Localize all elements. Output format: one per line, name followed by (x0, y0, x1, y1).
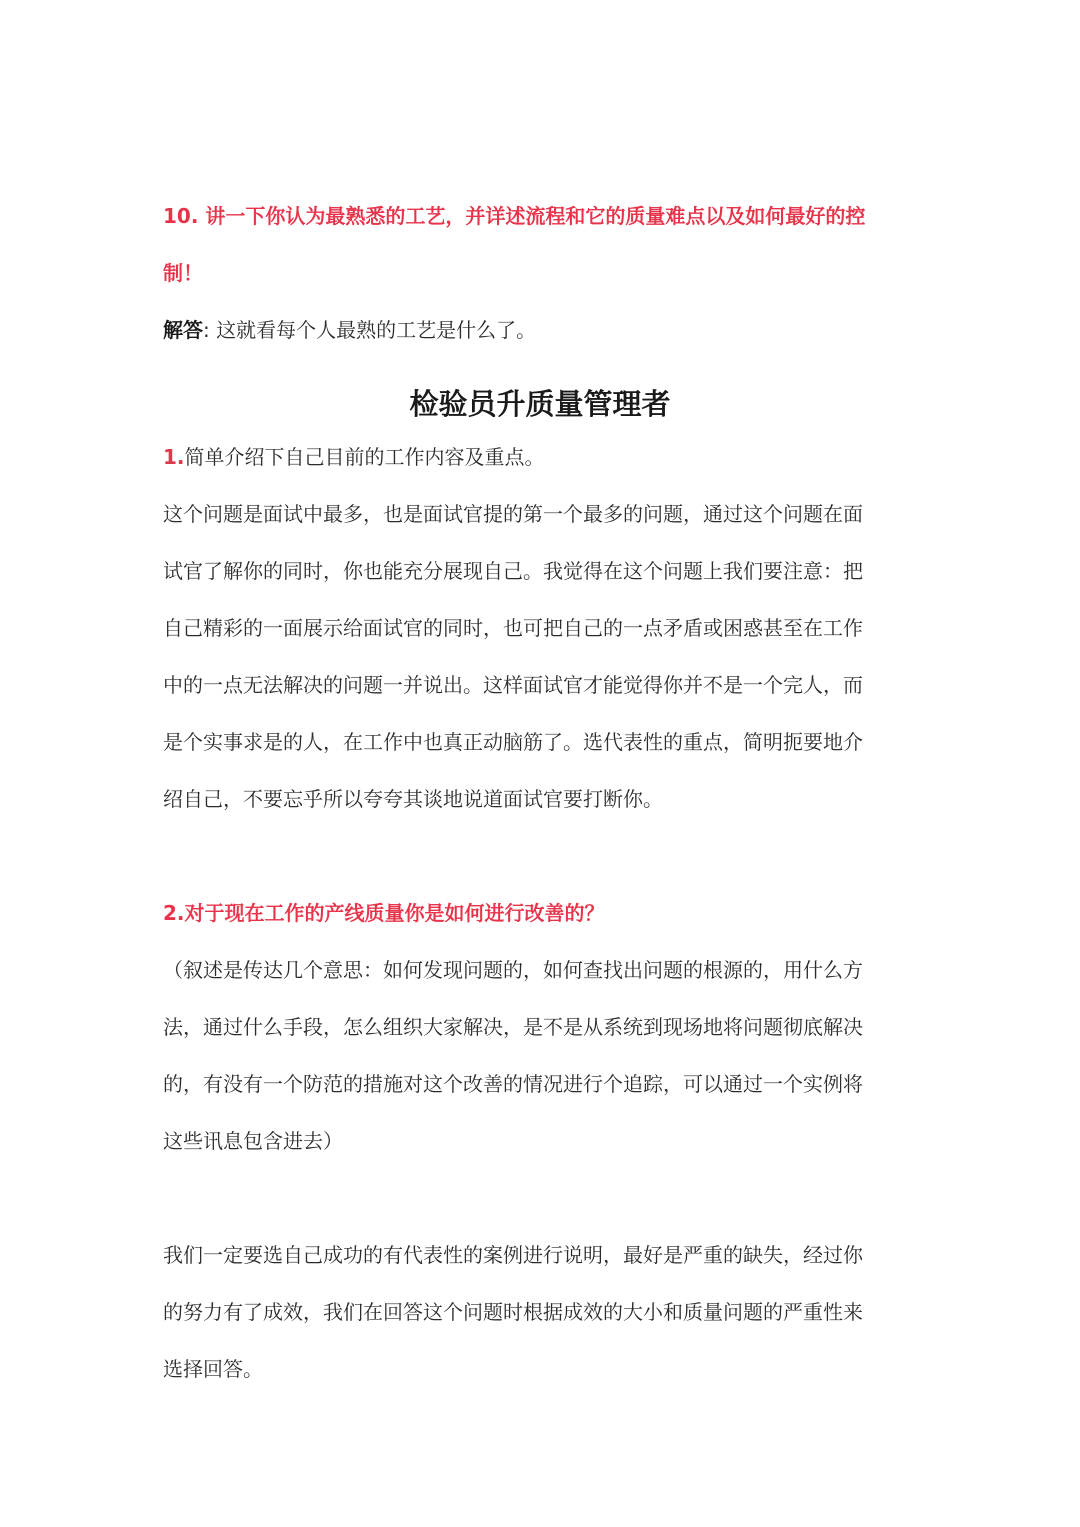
item-2-answer-line: 我们一定要选自己成功的有代表性的案例进行说明，最好是严重的缺失，经过你 (163, 1243, 863, 1267)
item-2-heading: 2.对于现在工作的产线质量你是如何进行改善的？ (163, 901, 605, 925)
item-2-explanation-line: （叙述是传达几个意思：如何发现问题的，如何查找出问题的根源的，用什么方 (163, 958, 863, 982)
item-1-answer-line: 自己精彩的一面展示给面试官的同时，也可把自己的一点矛盾或困惑甚至在工作 (163, 616, 863, 640)
item-1-answer-line: 试官了解你的同时，你也能充分展现自己。我觉得在这个问题上我们要注意：把 (163, 559, 863, 583)
document-page (163, 188, 917, 1398)
item-2-answer-line: 选择回答。 (163, 1357, 263, 1381)
answer-label: 解答 (163, 318, 203, 342)
item-2-answer-line: 的努力有了成效，我们在回答这个问题时根据成效的大小和质量问题的严重性来 (163, 1300, 863, 1324)
spacer (163, 828, 917, 885)
spacer (163, 1170, 917, 1227)
item-2-explanation-line: 的，有没有一个防范的措施对这个改善的情况进行个追踪，可以通过一个实例将 (163, 1072, 863, 1096)
answer-10 (163, 302, 917, 359)
item-2-explanation (163, 942, 917, 1170)
item-1-answer (163, 486, 917, 828)
item-2-answer (163, 1227, 917, 1398)
item-1-answer-line: 这个问题是面试中最多，也是面试官提的第一个最多的问题，通过这个问题在面 (163, 502, 863, 526)
answer-separator: : (203, 318, 210, 342)
item-2-explanation-line: 这些讯息包含进去） (163, 1129, 343, 1153)
item-1-answer-line: 绍自己，不要忘乎所以夸夸其谈地说道面试官要打断你。 (163, 787, 663, 811)
item-1-number: 1. (163, 445, 185, 469)
item-2-explanation-line: 法，通过什么手段，怎么组织大家解决，是不是从系统到现场地将问题彻底解决 (163, 1015, 863, 1039)
question-10-heading (163, 188, 917, 302)
section-title: 检验员升质量管理者 (409, 387, 671, 421)
answer-text: 这就看每个人最熟的工艺是什么了。 (209, 318, 537, 342)
item-1-answer-line: 是个实事求是的人，在工作中也真正动脑筋了。选代表性的重点，简明扼要地介 (163, 730, 863, 754)
item-1-heading (163, 429, 917, 486)
question-10-line1: 10. 讲一下你认为最熟悉的工艺，并详述流程和它的质量难点以及如何最好的控 (163, 204, 866, 228)
item-1-answer-line: 中的一点无法解决的问题一并说出。这样面试官才能觉得你并不是一个完人，而 (163, 673, 863, 697)
item-1-heading-text: 简单介绍下自己目前的工作内容及重点。 (184, 445, 545, 469)
question-10-line2: 制！ (163, 261, 203, 285)
